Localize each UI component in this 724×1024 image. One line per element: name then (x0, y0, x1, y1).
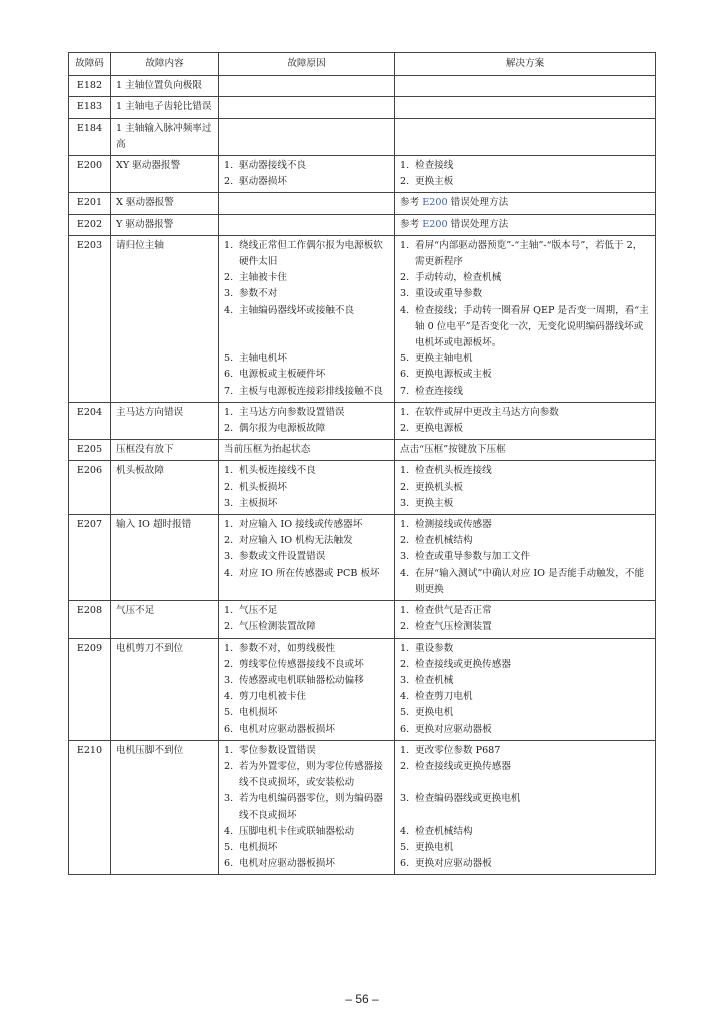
header-code: 故障码 (69, 53, 111, 76)
cause-item (224, 384, 389, 400)
cause-item (224, 791, 389, 823)
cause-text: 对应输入 IO 机构无法触发 (239, 535, 353, 547)
solution-item (400, 303, 650, 352)
cause-item (224, 641, 389, 657)
fault-code: E200 (69, 156, 111, 193)
cause-item (224, 303, 389, 319)
fault-solution (395, 193, 656, 214)
solution-text: 更换电源板 (415, 423, 463, 435)
cause-text: 若为外置零位，则为零位传感器接线不良或损坏，或安装松动 (239, 760, 383, 789)
solution-text: 更换主板 (415, 176, 454, 188)
cause-number: 1. (224, 239, 234, 251)
table-row (69, 515, 656, 601)
cause-item (224, 480, 389, 496)
solution-item (400, 641, 650, 657)
solution-text: 更换主轴电机 (415, 353, 473, 365)
fault-solution (395, 402, 656, 439)
fault-content: 请归位主轴 (111, 235, 219, 402)
solution-item (400, 856, 650, 872)
spacer (400, 808, 650, 824)
cause-item (224, 405, 389, 421)
cause-text: 驱动器损坏 (239, 176, 287, 188)
table-row (69, 461, 656, 515)
fault-content: 1 主轴电子齿轮比错误 (111, 97, 219, 118)
solution-number: 1. (400, 605, 410, 617)
spacer (224, 319, 389, 335)
solution-text: 检测接线或传感器 (415, 519, 492, 531)
solution-text: 更换电机 (415, 707, 454, 719)
cause-item (224, 174, 389, 190)
cause-number: 1. (224, 744, 234, 756)
cause-item (224, 743, 389, 759)
fault-content: Y 驱动器报警 (111, 214, 219, 235)
cause-item (224, 856, 389, 872)
fault-code: E182 (69, 76, 111, 97)
solution-item (400, 549, 650, 565)
solution-item (400, 533, 650, 549)
cause-item (224, 673, 389, 689)
solution-item (400, 421, 650, 437)
cause-text: 传感器或电机联轴器松动偏移 (239, 674, 364, 686)
fault-solution (395, 76, 656, 97)
fault-solution (395, 461, 656, 515)
cause-text: 驱动器接线不良 (239, 160, 307, 172)
solution-item (400, 689, 650, 705)
fault-code: E206 (69, 461, 111, 515)
cause-number: 5. (224, 707, 234, 719)
solution-number: 5. (400, 353, 410, 365)
cause-item (224, 657, 389, 673)
cause-text: 气压检测装置故障 (239, 621, 316, 633)
cause-item (224, 238, 389, 270)
fault-solution (395, 214, 656, 235)
solution-text: 检查或重导参数与加工文件 (415, 551, 531, 563)
fault-cause (219, 638, 395, 740)
cause-text: 对应 IO 所在传感器或 PCB 板坏 (239, 567, 380, 579)
solution-ref-pre: 参考 (400, 197, 423, 209)
solution-text: 手动转动，检查机械 (415, 272, 502, 284)
cause-text: 电机对应驱动器板损坏 (239, 858, 335, 870)
cause-number: 4. (224, 825, 234, 837)
fault-code: E204 (69, 402, 111, 439)
cause-number: 1. (224, 605, 234, 617)
fault-code: E184 (69, 118, 111, 155)
solution-item (400, 496, 650, 512)
cause-number: 5. (224, 353, 234, 365)
solution-item (400, 238, 650, 270)
table-row (69, 601, 656, 638)
solution-item (400, 351, 650, 367)
fault-code: E203 (69, 235, 111, 402)
solution-text: 更改零位参数 P687 (415, 744, 501, 756)
solution-text: 检查机械结构 (415, 535, 473, 547)
solution-text: 更换主板 (415, 497, 454, 509)
cause-text: 参数不对 (239, 288, 278, 300)
fault-content: 1 主轴位置负向极限 (111, 76, 219, 97)
cause-number: 2. (224, 658, 234, 670)
cause-text: 参数或文件设置错误 (239, 551, 326, 563)
fault-content: X 驱动器报警 (111, 193, 219, 214)
fault-cause (219, 214, 395, 235)
cause-item (224, 158, 389, 174)
cause-text: 零位参数设置错误 (239, 744, 316, 756)
cause-text: 主板损坏 (239, 497, 278, 509)
fault-cause (219, 515, 395, 601)
cause-item (224, 421, 389, 437)
solution-text: 点击“压框”按键放下压框 (400, 444, 506, 456)
solution-ref-pre: 参考 (400, 218, 423, 230)
solution-text: 更换电机 (415, 841, 454, 853)
cause-number: 2. (224, 760, 234, 772)
solution-item (400, 174, 650, 190)
solution-text: 看屏“内部驱动器预览”-“主轴”-“版本号”，若低于 2，需更新程序 (415, 239, 643, 268)
solution-number: 2. (400, 176, 410, 188)
solution-text: 重设或重导参数 (415, 288, 483, 300)
fault-code-table (68, 52, 656, 875)
solution-ref-post: 错误处理方法 (447, 197, 509, 209)
solution-item (400, 517, 650, 533)
cause-text: 电源板或主板硬件坏 (239, 369, 326, 381)
solution-number: 5. (400, 841, 410, 853)
cause-number: 3. (224, 497, 234, 509)
solution-text: 检查接线 (415, 160, 454, 172)
table-row (69, 740, 656, 875)
cause-item (224, 496, 389, 512)
solution-text: 重设参数 (415, 642, 454, 654)
cause-text: 主轴电机坏 (239, 353, 287, 365)
fault-cause (219, 193, 395, 214)
solution-text: 检查连接线 (415, 385, 463, 397)
cause-text: 参数不对，如剪线极性 (239, 642, 335, 654)
cause-number: 3. (224, 551, 234, 563)
cause-number: 6. (224, 369, 234, 381)
cause-number: 6. (224, 858, 234, 870)
error-code-link[interactable]: E200 (422, 218, 448, 230)
page-number: – 56 – (345, 992, 379, 1006)
solution-number: 4. (400, 567, 410, 579)
fault-content: 主马达方向错误 (111, 402, 219, 439)
cause-item (224, 533, 389, 549)
fault-content: 1 主轴输入脉冲频率过高 (111, 118, 219, 155)
cause-text: 电机损坏 (239, 707, 278, 719)
solution-text: 更换机头板 (415, 481, 463, 493)
solution-text: 检查编码器线或更换电机 (415, 793, 521, 805)
cause-item (224, 689, 389, 705)
solution-number: 1. (400, 642, 410, 654)
cause-number: 1. (224, 160, 234, 172)
solution-number: 6. (400, 369, 410, 381)
solution-text: 更换对应驱动器板 (415, 858, 492, 870)
solution-number: 2. (400, 621, 410, 633)
solution-item (400, 286, 650, 302)
solution-text: 检查接线或更换传感器 (415, 760, 511, 772)
solution-number: 2. (400, 535, 410, 547)
spacer (400, 775, 650, 791)
solution-number: 2. (400, 272, 410, 284)
solution-item (400, 270, 650, 286)
solution-number: 1. (400, 160, 410, 172)
fault-code: E201 (69, 193, 111, 214)
cause-number: 1. (224, 642, 234, 654)
solution-item (400, 367, 650, 383)
fault-cause (219, 740, 395, 875)
cause-item (224, 759, 389, 791)
fault-code: E209 (69, 638, 111, 740)
solution-number: 1. (400, 406, 410, 418)
cause-item (224, 722, 389, 738)
fault-solution (395, 97, 656, 118)
solution-item (400, 158, 650, 174)
cause-text: 气压不足 (239, 605, 278, 617)
fault-solution (395, 638, 656, 740)
cause-number: 2. (224, 535, 234, 547)
spacer (224, 335, 389, 351)
cause-text: 电机对应驱动器板损坏 (239, 723, 335, 735)
cause-text: 若为电机编码器零位，则为编码器线不良或损坏 (239, 793, 383, 821)
fault-code: E208 (69, 601, 111, 638)
fault-solution (395, 156, 656, 193)
fault-content: XY 驱动器报警 (111, 156, 219, 193)
cause-item (224, 463, 389, 479)
table-row (69, 402, 656, 439)
fault-cause (219, 601, 395, 638)
fault-cause (219, 97, 395, 118)
cause-text: 当前压框为抬起状态 (224, 444, 311, 456)
cause-item (224, 840, 389, 856)
table-row (69, 118, 656, 155)
solution-text: 检查机械 (415, 674, 454, 686)
solution-item (400, 384, 650, 400)
cause-number: 1. (224, 519, 234, 531)
fault-content: 气压不足 (111, 601, 219, 638)
cause-item (224, 705, 389, 721)
solution-text: 检查机头板连接线 (415, 465, 492, 477)
solution-number: 7. (400, 385, 410, 397)
cause-item (224, 603, 389, 619)
fault-content: 电机压脚不到位 (111, 740, 219, 875)
table-row (69, 97, 656, 118)
fault-code: E202 (69, 214, 111, 235)
fault-cause (219, 235, 395, 402)
cause-number: 6. (224, 723, 234, 735)
cause-number: 4. (224, 691, 234, 703)
solution-text: 检查接线或更换传感器 (415, 658, 511, 670)
solution-number: 2. (400, 760, 410, 772)
cause-number: 2. (224, 176, 234, 188)
fault-solution (395, 740, 656, 875)
fault-content: 压框没有放下 (111, 440, 219, 461)
cause-text: 剪线零位传感器接线不良或坏 (239, 658, 364, 670)
header-cause: 故障原因 (219, 53, 395, 76)
cause-item (224, 549, 389, 565)
cause-text: 剪刀电机被卡住 (239, 691, 307, 703)
fault-solution (395, 601, 656, 638)
fault-content: 电机剪刀不到位 (111, 638, 219, 740)
cause-text: 主马达方向参数设置错误 (239, 406, 345, 418)
solution-number: 2. (400, 423, 410, 435)
fault-code: E207 (69, 515, 111, 601)
table-header-row (69, 53, 656, 76)
cause-number: 1. (224, 465, 234, 477)
solution-item (400, 705, 650, 721)
solution-number: 2. (400, 481, 410, 493)
solution-number: 6. (400, 858, 410, 870)
cause-item (224, 517, 389, 533)
table-row (69, 76, 656, 97)
cause-text: 机头板连接线不良 (239, 465, 316, 477)
cause-item (224, 286, 389, 302)
fault-code: E183 (69, 97, 111, 118)
solution-number: 4. (400, 691, 410, 703)
cause-text: 机头板损坏 (239, 481, 287, 493)
cause-text: 压脚电机卡住或联轴器松动 (239, 825, 355, 837)
fault-solution (395, 235, 656, 402)
cause-number: 3. (224, 288, 234, 300)
fault-content: 机头板故障 (111, 461, 219, 515)
solution-item (400, 405, 650, 421)
cause-number: 3. (224, 674, 234, 686)
solution-text: 更换电源板或主板 (415, 369, 492, 381)
solution-number: 1. (400, 465, 410, 477)
cause-number: 2. (224, 423, 234, 435)
solution-item (400, 619, 650, 635)
fault-cause (219, 461, 395, 515)
cause-text: 电机损坏 (239, 841, 278, 853)
cause-text: 主轴被卡住 (239, 272, 287, 284)
solution-item (400, 673, 650, 689)
table-row (69, 440, 656, 461)
error-code-link[interactable]: E200 (422, 197, 448, 209)
fault-cause (219, 440, 395, 461)
cause-item (224, 619, 389, 635)
table-row (69, 214, 656, 235)
solution-number: 3. (400, 793, 410, 805)
fault-cause (219, 118, 395, 155)
cause-item (224, 367, 389, 383)
cause-number: 7. (224, 385, 234, 397)
fault-cause (219, 156, 395, 193)
solution-item (400, 722, 650, 738)
solution-item (400, 824, 650, 840)
table-row (69, 235, 656, 402)
solution-text: 在软件或屏中更改主马达方向参数 (415, 406, 559, 418)
solution-text: 检查机械结构 (415, 825, 473, 837)
solution-item (400, 657, 650, 673)
solution-number: 3. (400, 288, 410, 300)
fault-cause (219, 402, 395, 439)
table-row (69, 638, 656, 740)
solution-text: 检查供气是否正常 (415, 605, 492, 617)
solution-number: 3. (400, 551, 410, 563)
cause-number: 5. (224, 841, 234, 853)
solution-item (400, 480, 650, 496)
solution-text: 检查剪刀电机 (415, 691, 473, 703)
solution-number: 5. (400, 707, 410, 719)
cause-text: 对应输入 IO 接线或传感器坏 (239, 519, 363, 531)
solution-number: 1. (400, 239, 410, 251)
cause-text: 偶尔报为电源板故障 (239, 423, 326, 435)
solution-number: 2. (400, 658, 410, 670)
solution-number: 3. (400, 497, 410, 509)
solution-text: 在屏“输入测试”中确认对应 IO 是否能手动触发，不能则更换 (415, 567, 645, 595)
cause-text: 绕线正常但工作偶尔报为电源板软硬件太旧 (239, 239, 383, 268)
fault-code: E210 (69, 740, 111, 875)
header-solution: 解决方案 (395, 53, 656, 76)
fault-cause (219, 76, 395, 97)
solution-item (400, 566, 650, 598)
cause-number: 2. (224, 481, 234, 493)
header-content: 故障内容 (111, 53, 219, 76)
solution-text: 更换对应驱动器板 (415, 723, 492, 735)
cause-number: 2. (224, 272, 234, 284)
table-row (69, 193, 656, 214)
solution-number: 6. (400, 723, 410, 735)
solution-item (400, 603, 650, 619)
solution-item (400, 743, 650, 759)
solution-item (400, 840, 650, 856)
solution-item (400, 791, 650, 807)
solution-number: 1. (400, 519, 410, 531)
table-row (69, 156, 656, 193)
cause-item (224, 824, 389, 840)
solution-text: 检查接线；手动转一圈看屏 QEP 是否变一周期，看“主轴 0 位电平”是否变化一次，无变化说明编码器线坏或电机坏或电源板坏。 (415, 304, 649, 349)
fault-solution (395, 515, 656, 601)
fault-code: E205 (69, 440, 111, 461)
cause-text: 主轴编码器线坏或接触不良 (239, 304, 355, 316)
fault-content: 输入 IO 超时报错 (111, 515, 219, 601)
cause-item (224, 351, 389, 367)
solution-ref-post: 错误处理方法 (447, 218, 509, 230)
solution-number: 1. (400, 744, 410, 756)
cause-item (224, 270, 389, 286)
solution-text: 检查气压检测装置 (415, 621, 492, 633)
solution-item (400, 759, 650, 775)
fault-solution (395, 118, 656, 155)
solution-number: 3. (400, 674, 410, 686)
solution-number: 4. (400, 304, 410, 316)
solution-item (400, 463, 650, 479)
cause-number: 4. (224, 304, 234, 316)
table-body (69, 76, 656, 875)
cause-number: 4. (224, 567, 234, 579)
cause-number: 3. (224, 793, 234, 805)
cause-number: 2. (224, 621, 234, 633)
cause-number: 1. (224, 406, 234, 418)
cause-item (224, 566, 389, 582)
solution-number: 4. (400, 825, 410, 837)
fault-solution (395, 440, 656, 461)
fault-code-page (68, 52, 655, 875)
cause-text: 主板与电源板连接彩排线接触不良 (239, 385, 383, 397)
